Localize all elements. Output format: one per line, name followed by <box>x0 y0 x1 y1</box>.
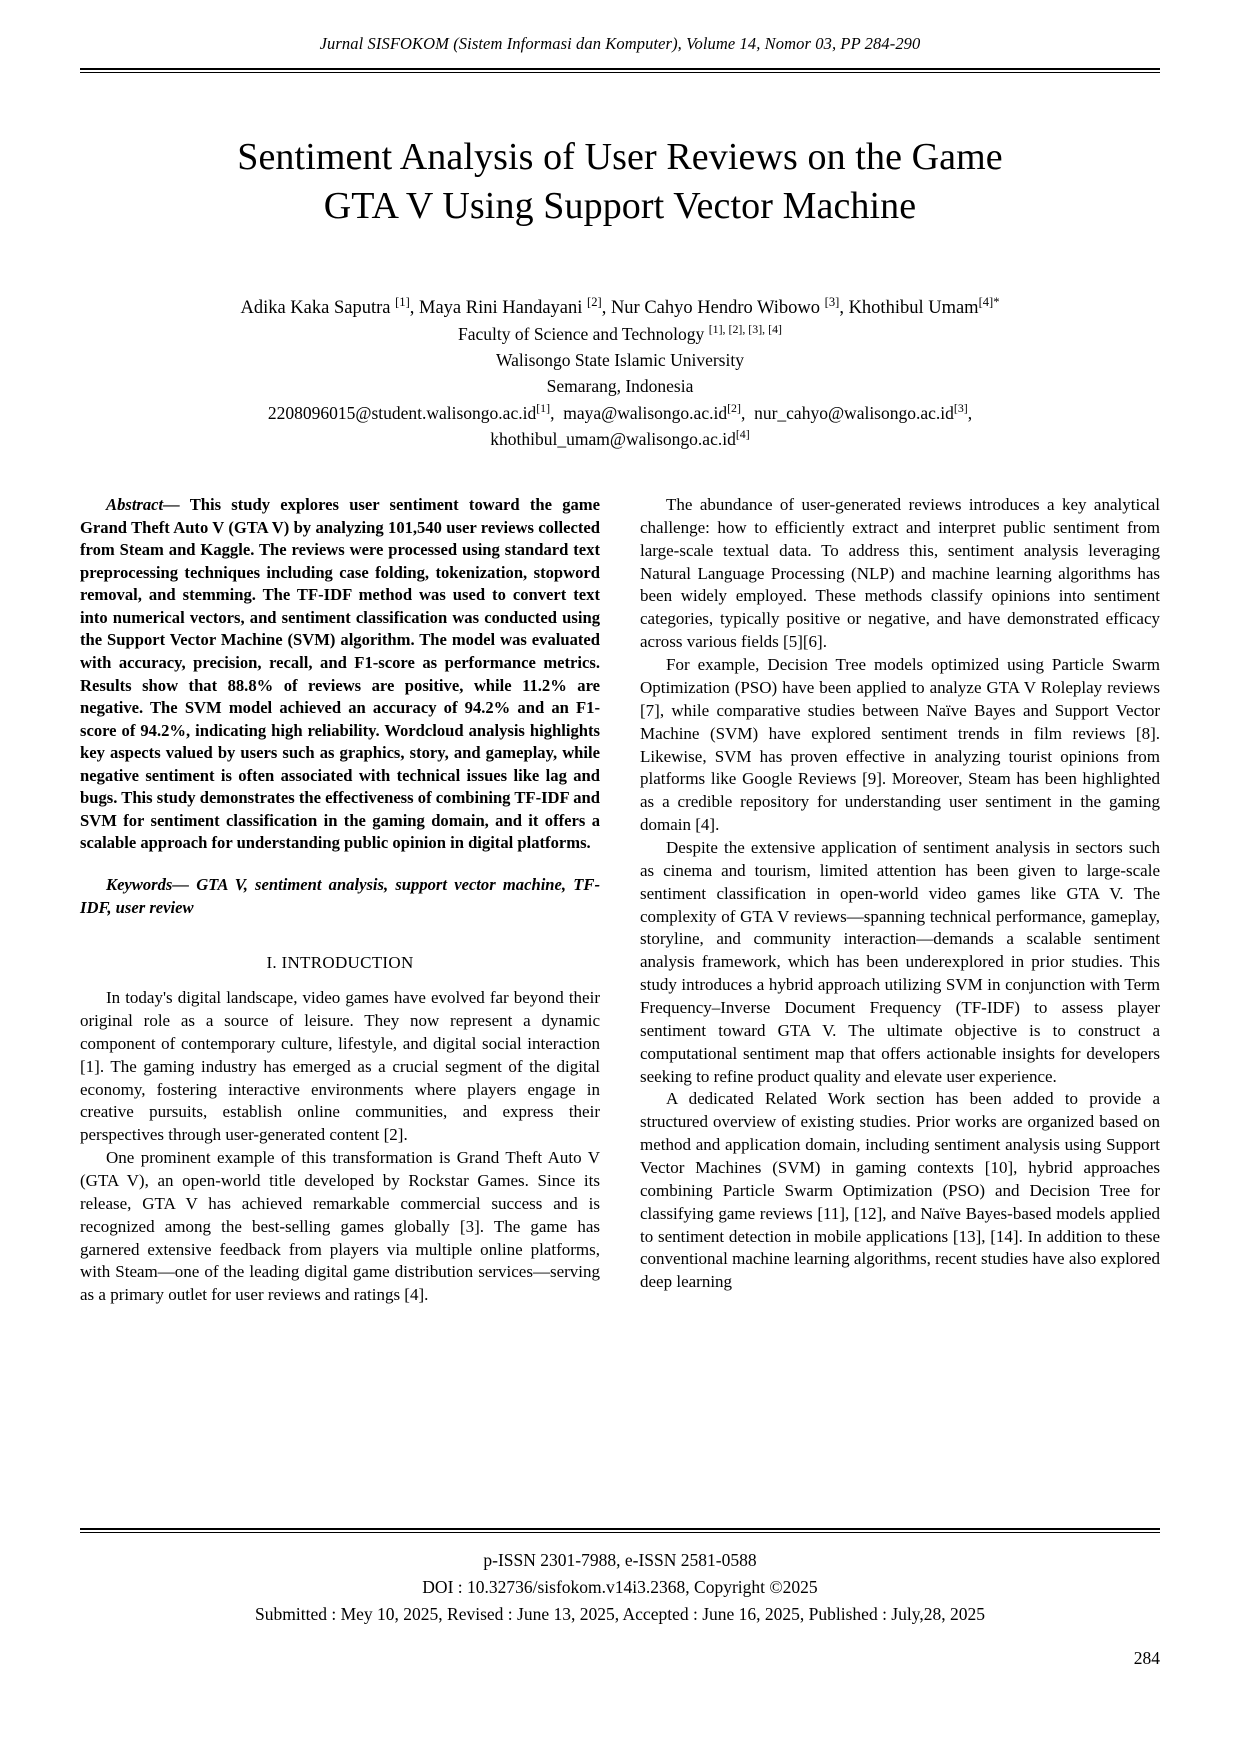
abstract-label: Abstract— <box>106 495 180 515</box>
email-marker-1: [1] <box>536 400 551 415</box>
footer-dates: Submitted : Mey 10, 2025, Revised : June 13, 2025, Accepted : June 16, 2025, Published : July,28, 2025 <box>255 1603 985 1624</box>
author-affil-marker-2: [2] <box>587 294 602 309</box>
keywords-label: Keywords— <box>106 875 189 895</box>
keywords-text: GTA V, sentiment analysis, support vector machine, TF-IDF, user review <box>80 875 600 917</box>
author-affil-marker-3: [3] <box>824 294 840 309</box>
right-column <box>640 494 1160 1307</box>
email-marker-4: [4] <box>735 426 750 441</box>
footer-divider <box>80 1528 1160 1533</box>
page-footer <box>80 1528 1160 1627</box>
paragraph: In today's digital landscape, video games have evolved far beyond their original role as a source of leisure. They now represent a dynamic component of contemporary culture, lifestyle, and digital social interaction [1]. The gaming industry has emerged as a crucial segment of the digital economy, fostering interactive environments where players engage in creative pursuits, establish online communities, and express their perspectives through user-generated content [2]. <box>80 988 600 1145</box>
abstract-paragraph <box>80 494 600 855</box>
page-title <box>140 133 1100 230</box>
author-affil-marker-1: [1] <box>395 294 410 309</box>
title-line-1: Sentiment Analysis of User Reviews on the Game <box>237 136 1003 179</box>
email-marker-2: [2] <box>727 400 741 415</box>
header-divider <box>80 68 1160 73</box>
keywords-paragraph <box>80 874 600 919</box>
author-list: Adika Kaka Saputra [1], Maya Rini Handayani [2], Nur Cahyo Hendro Wibowo [3], Khothibul Umam$^{[4]*}$ <box>240 294 1000 318</box>
body-columns <box>80 494 1160 1307</box>
paragraph: A dedicated Related Work section has been added to provide a structured overview of existing studies. Prior works are organized based on method and application domain, including sentiment analysis using Support Vector Machines (SVM) in gaming contexts [10], hybrid approaches combining Particle Swarm Optimization (PSO) and Decision Tree for classifying game reviews [11], [12], and Naïve Bayes-based models applied to sentiment detection in mobile applications [13], [14]. In addition to these conventional machine learning algorithms, recent studies have also explored deep learning <box>640 1089 1160 1292</box>
page-content <box>80 34 1160 1307</box>
page-number: 284 <box>1133 1648 1160 1668</box>
footer-issn: p-ISSN 2301-7988, e-ISSN 2581-0588 <box>483 1550 757 1571</box>
paragraph: Despite the extensive application of sentiment analysis in sectors such as cinema and tourism, limited attention has been given to large-scale sentiment classification in open-world video games like GTA V. The complexity of GTA V reviews—spanning technical performance, gameplay, storyline, and community interaction—demands a scalable sentiment analysis framework, which has been underexplored in prior studies. This study introduces a hybrid approach utilizing SVM in conjunction with Term Frequency–Inverse Document Frequency (TF-IDF) to assess player sentiment toward GTA V. The ultimate objective is to construct a computational sentiment map that offers actionable insights for developers seeking to refine product quality and elevate user experience. <box>640 837 1160 1086</box>
author-emails-line-1: 2208096015@student.walisongo.ac.id[1], maya@walisongo.ac.id[2], nur_cahyo@walisongo.ac.id[3], <box>267 400 973 423</box>
affil-markers: [1], [2], [3], [4] <box>708 322 782 337</box>
author-emails-line-2: khothibul_umam@walisongo.ac.id[4] <box>490 426 750 449</box>
author-affil-marker-4: [4]* <box>978 294 1000 309</box>
running-head: Jurnal SISFOKOM (Sistem Informasi dan Komputer), Volume 14, Nomor 03, PP 284-290 <box>319 34 921 53</box>
abstract-text: This study explores user sentiment toward the game Grand Theft Auto V (GTA V) by analyzing 101,540 user reviews collected from Steam and Kaggle. The reviews were processed using standard text preprocessing techniques including case folding, tokenization, stopword removal, and stemming. The TF-IDF method was used to convert text into numerical vectors, and sentiment classification was conducted using the Support Vector Machine (SVM) algorithm. The model was evaluated with accuracy, precision, recall, and F1-score as performance metrics. Results show that 88.8% of reviews are positive, while 11.2% are negative. The SVM model achieved an accuracy of 94.2% and an F1-score of 94.2%, indicating high reliability. Wordcloud analysis highlights key aspects valued by users such as graphics, story, and gameplay, while negative sentiment is often associated with technical issues like lag and bugs. This study demonstrates the effectiveness of combining TF-IDF and SVM for sentiment classification in the gaming domain, and it offers a scalable approach for understanding public opinion in digital platforms. <box>80 495 600 853</box>
footer-doi: DOI : 10.32736/sisfokom.v14i3.2368, Copyright ©2025 <box>422 1576 818 1597</box>
section-heading-introduction: I. INTRODUCTION <box>266 953 414 973</box>
paragraph: For example, Decision Tree models optimized using Particle Swarm Optimization (PSO) have been applied to analyze GTA V Roleplay reviews [7], while comparative studies between Naïve Bayes and Support Vector Machine (SVM) have explored sentiment trends in film reviews [8]. Likewise, SVM has proven effective in analyzing tourist opinions from platforms like Google Reviews [9]. Moreover, Steam has been highlighted as a credible repository for understanding user sentiment in the gaming domain [4]. <box>640 655 1160 835</box>
paragraph: One prominent example of this transformation is Grand Theft Auto V (GTA V), an open-world title developed by Rockstar Games. Since its release, GTA V has achieved remarkable commercial success and is recognized among the best-selling games globally [3]. The game has garnered extensive feedback from players via multiple online platforms, with Steam—one of the leading digital game distribution services—serving as a primary outlet for user reviews and ratings [4]. <box>80 1148 600 1305</box>
affiliation-faculty: Faculty of Science and Technology [1], [2], [3], [4] <box>458 322 782 345</box>
affiliation-city: Semarang, Indonesia <box>546 375 694 396</box>
left-column <box>80 494 600 1307</box>
title-line-2: GTA V Using Support Vector Machine <box>323 185 917 228</box>
paragraph: The abundance of user-generated reviews introduces a key analytical challenge: how to efficiently extract and interpret public sentiment from large-scale textual data. To address this, sentiment analysis leveraging Natural Language Processing (NLP) and machine learning algorithms has been widely employed. These methods classify opinions into sentiment categories, typically positive or negative, and have demonstrated efficacy across various fields [5][6]. <box>640 495 1160 652</box>
affiliation-university: Walisongo State Islamic University <box>496 350 744 371</box>
email-marker-3: [3] <box>953 400 968 415</box>
